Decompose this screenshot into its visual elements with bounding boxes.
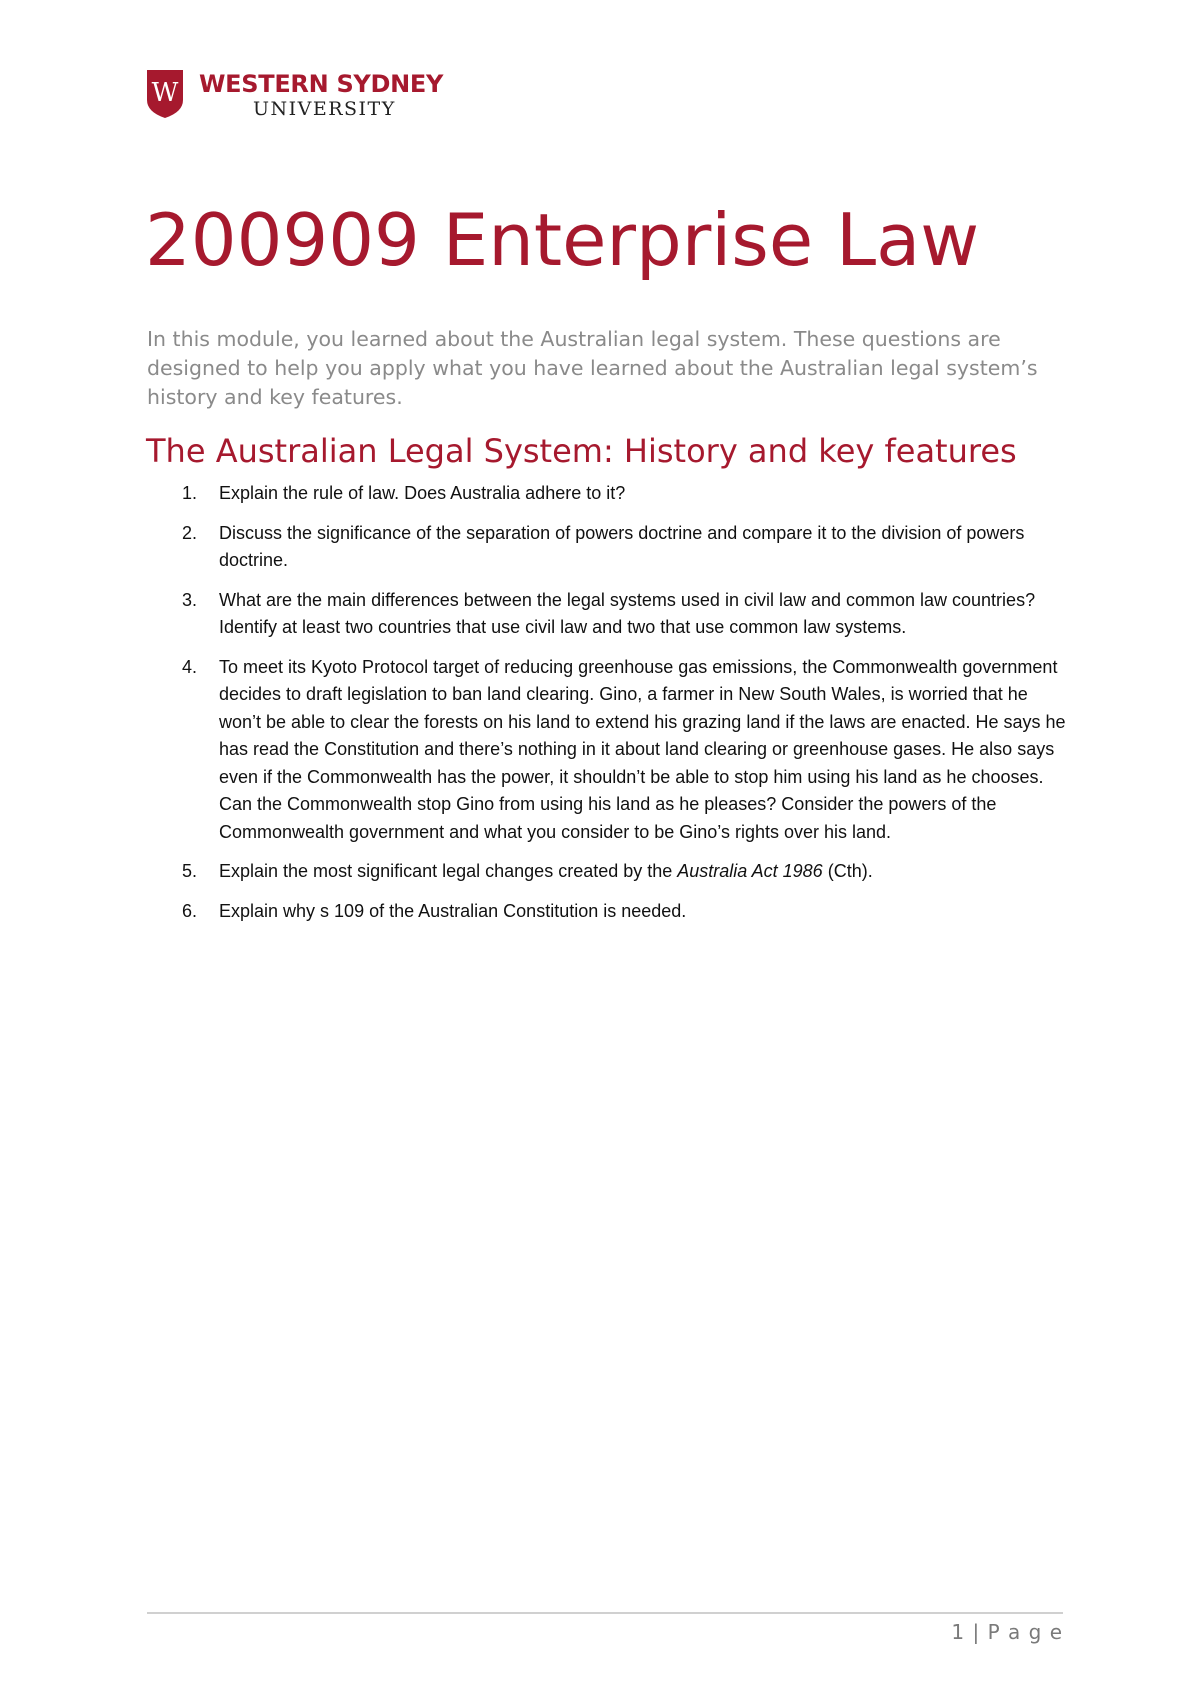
logo-mark: W (151, 78, 179, 108)
logo-text-western-sydney: WESTERN SYDNEY (199, 70, 444, 98)
question-number: 1. (182, 483, 198, 503)
question-text-continued: Can the Commonwealth stop Gino from using his land as he pleases? Consider the powers of the Commonwealth government and what you consider to be Gino’s rights over his land. (219, 794, 997, 842)
question-text: Discuss the significance of the separation of powers doctrine and compare it to the division of powers doctrine. (219, 522, 1025, 570)
question-text: What are the main differences between the legal systems used in civil law and common law countries? Identify at least two countries that use civil law and two that use common law systems. (219, 589, 1036, 637)
question-item (147, 654, 1067, 847)
question-number: 5. (182, 861, 198, 881)
university-logo (147, 70, 467, 120)
question-list (147, 480, 1067, 937)
question-text (219, 858, 1067, 886)
question-text: Explain the rule of law. Does Australia adhere to it? (219, 483, 626, 503)
act-title: Australia Act 1986 (677, 861, 823, 881)
question-number: 2. (182, 522, 198, 543)
question-number: 3. (182, 589, 198, 610)
question-number: 6. (182, 900, 198, 921)
question-number: 4. (182, 656, 198, 677)
question-item (147, 480, 1067, 508)
intro-paragraph: In this module, you learned about the Australian legal system. These questions are designed to help you apply what you have learned about the Australian legal system’s history and key features. (147, 327, 1038, 409)
footer-divider (147, 1612, 1063, 1614)
page-number: 1 (951, 1620, 966, 1644)
question-item (147, 858, 1067, 886)
question-item (147, 587, 1067, 642)
logo-text-university: UNIVERSITY (253, 98, 396, 120)
question-text: Explain why s 109 of the Australian Constitution is needed. (219, 900, 687, 921)
page-footer (951, 1620, 1063, 1644)
question-item (147, 520, 1067, 575)
section-heading: The Australian Legal System: History and key features (146, 432, 1017, 470)
page-label: | P a g e (972, 1620, 1063, 1644)
shield-logo-icon (147, 70, 183, 118)
document-title: 200909 Enterprise Law (145, 198, 980, 282)
question-item (147, 898, 1067, 926)
question-text: To meet its Kyoto Protocol target of reducing greenhouse gas emissions, the Commonwealth government decides to draft legislation to ban land clearing. Gino, a farmer in New South Wales, is worried that he won’t be able to clear the forests on his land to extend his grazing land if the laws are enacted. He says he has read the Constitution and there’s nothing in it about land clearing or greenhouse gases. He also says even if the Commonwealth has the power, it shouldn’t be able to stop him using his land as he chooses. (219, 656, 1066, 787)
question-text-start: Explain the most significant legal changes created by the (219, 861, 678, 881)
question-text-end: (Cth). (822, 861, 873, 881)
